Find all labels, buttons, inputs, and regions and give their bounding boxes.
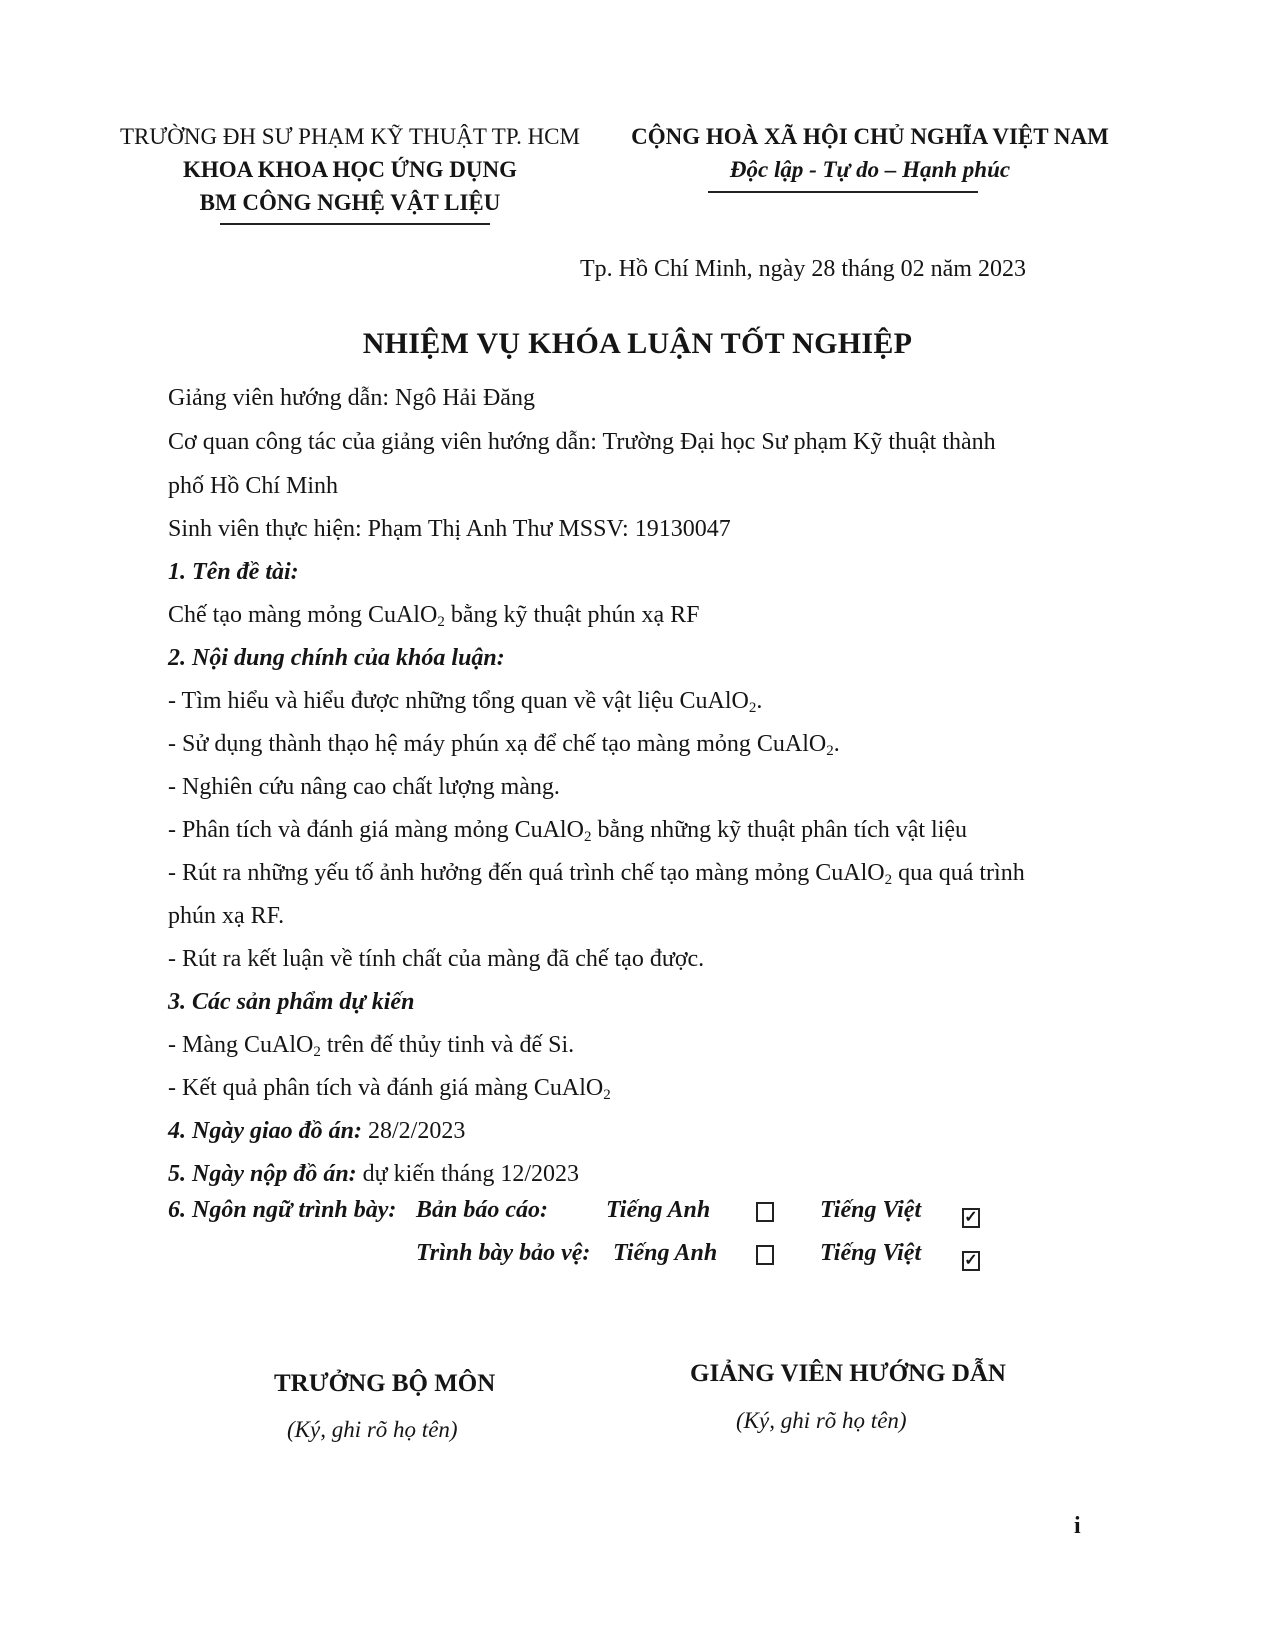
section-3-heading: 3. Các sản phẩm dự kiến xyxy=(168,989,415,1015)
defense-english-label: Tiếng Anh xyxy=(613,1240,718,1266)
product-item: - Màng CuAlO$_2$ trên đế thủy tinh và đế Si. xyxy=(168,1032,575,1060)
content-item: - Rút ra những yếu tố ảnh hưởng đến quá trình chế tạo màng mỏng CuAlO$_2$ qua quá trình xyxy=(168,860,1025,888)
header-left-underline xyxy=(220,223,490,225)
page-number: i xyxy=(1074,1513,1081,1539)
report-vietnamese-checkbox[interactable]: ✓ xyxy=(962,1208,980,1228)
report-english-checkbox[interactable] xyxy=(756,1202,774,1222)
section-1-heading: 1. Tên đề tài: xyxy=(168,559,299,585)
report-vietnamese-label: Tiếng Việt xyxy=(820,1197,922,1223)
content-item: - Phân tích và đánh giá màng mỏng CuAlO$_2$ bằng những kỹ thuật phân tích vật liệu xyxy=(168,817,968,845)
defense-vietnamese-checkbox[interactable]: ✓ xyxy=(962,1251,980,1271)
national-header xyxy=(610,120,1130,186)
national-motto: Độc lập - Tự do – Hạnh phúc xyxy=(729,157,1011,182)
document-title: NHIỆM VỤ KHÓA LUẬN TỐT NGHIỆP xyxy=(362,327,913,360)
country-name: CỘNG HOÀ XÃ HỘI CHỦ NGHĨA VIỆT NAM xyxy=(631,124,1109,149)
department-name: BM CÔNG NGHỆ VẬT LIỆU xyxy=(199,190,501,215)
defense-vietnamese-label: Tiếng Việt xyxy=(820,1240,922,1266)
assignment-date: 4. Ngày giao đồ án: 28/2/2023 xyxy=(168,1118,466,1144)
content-item: - Tìm hiểu và hiểu được những tổng quan về vật liệu CuAlO$_2$. xyxy=(168,688,763,716)
university-name: TRƯỜNG ĐH SƯ PHẠM KỸ THUẬT TP. HCM xyxy=(120,124,580,149)
report-english-label: Tiếng Anh xyxy=(606,1197,711,1223)
student-line: Sinh viên thực hiện: Phạm Thị Anh Thư MSSV: 19130047 xyxy=(168,516,731,542)
institution-header xyxy=(100,120,600,219)
advisor-signature-title: GIẢNG VIÊN HƯỚNG DẪN xyxy=(690,1360,1006,1387)
advisor-signature-note: (Ký, ghi rõ họ tên) xyxy=(736,1408,907,1433)
product-item: - Kết quả phân tích và đánh giá màng CuAlO$_2$ xyxy=(168,1075,611,1103)
report-language-label: Bản báo cáo: xyxy=(416,1197,548,1223)
defense-english-checkbox[interactable] xyxy=(756,1245,774,1265)
head-of-department-note: (Ký, ghi rõ họ tên) xyxy=(287,1417,458,1442)
workplace-line-2: phố Hồ Chí Minh xyxy=(168,473,339,499)
head-of-department-title: TRƯỞNG BỘ MÔN xyxy=(274,1370,496,1397)
content-item-continuation: phún xạ RF. xyxy=(168,903,285,929)
section-2-heading: 2. Nội dung chính của khóa luận: xyxy=(168,645,505,671)
language-heading: 6. Ngôn ngữ trình bày: xyxy=(168,1197,397,1223)
faculty-name: KHOA KHOA HỌC ỨNG DỤNG xyxy=(183,157,517,182)
advisor-line: Giảng viên hướng dẫn: Ngô Hải Đăng xyxy=(168,385,535,411)
header-right-underline xyxy=(708,191,978,193)
document-date: Tp. Hồ Chí Minh, ngày 28 tháng 02 năm 2023 xyxy=(580,256,1026,282)
content-item: - Rút ra kết luận về tính chất của màng đã chế tạo được. xyxy=(168,946,705,972)
content-item: - Sử dụng thành thạo hệ máy phún xạ để chế tạo màng mỏng CuAlO$_2$. xyxy=(168,731,840,759)
content-item: - Nghiên cứu nâng cao chất lượng màng. xyxy=(168,774,560,800)
workplace-line-1: Cơ quan công tác của giảng viên hướng dẫn: Trường Đại học Sư phạm Kỹ thuật thành xyxy=(168,429,996,455)
thesis-topic: Chế tạo màng mỏng CuAlO$_2$ bằng kỹ thuật phún xạ RF xyxy=(168,602,700,630)
defense-language-label: Trình bày bảo vệ: xyxy=(416,1240,591,1266)
submission-date: 5. Ngày nộp đồ án: dự kiến tháng 12/2023 xyxy=(168,1161,579,1187)
